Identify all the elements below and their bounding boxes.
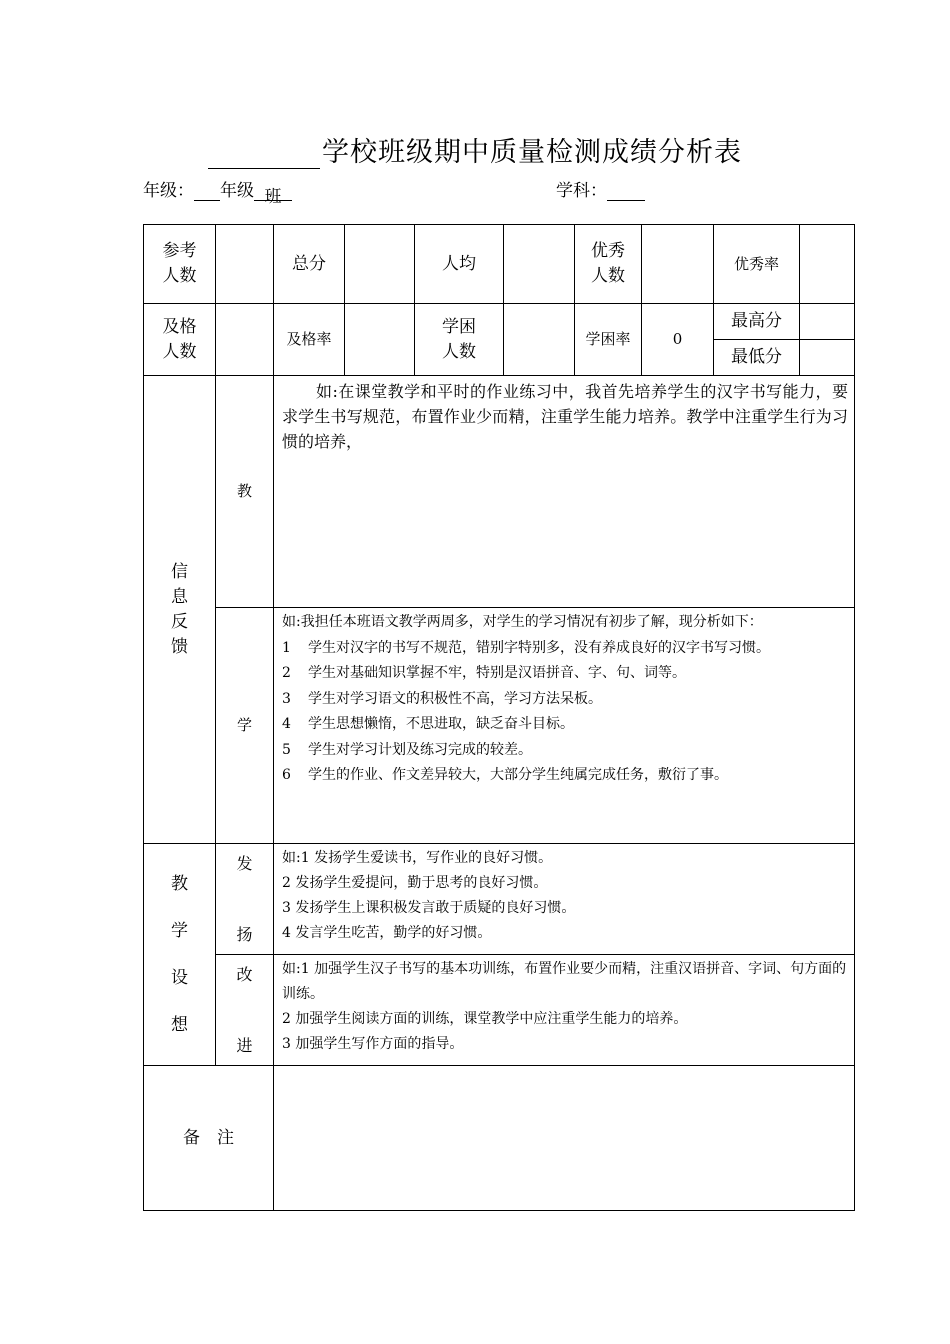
average-label: 人均: [415, 225, 504, 304]
learn-feedback-list: [274, 608, 854, 789]
class-field[interactable]: 班: [254, 182, 292, 201]
school-name-blank: [208, 140, 320, 169]
subject-label: 学科：: [556, 181, 607, 201]
teach-label: 教: [216, 376, 274, 608]
struggling-count-value[interactable]: [504, 304, 575, 376]
total-value[interactable]: [345, 225, 415, 304]
struggling-rate-label: 学困率: [575, 304, 642, 376]
min-score-label: 最低分: [714, 340, 800, 376]
max-score-value[interactable]: [800, 304, 855, 340]
list-item: 如:1 发扬学生爱读书，写作业的良好习惯。: [282, 850, 553, 866]
plan-label: 教 学 设 想: [144, 844, 216, 1066]
pass-rate-label: 及格率: [274, 304, 345, 376]
develop-label: 发 扬: [216, 844, 274, 955]
list-item: 3 学生对学习语文的积极性不高，学习方法呆板。: [282, 690, 602, 707]
develop-cell[interactable]: [274, 844, 855, 955]
improve-cell[interactable]: [274, 955, 855, 1066]
excellent-count-label: 优秀人数: [575, 225, 642, 304]
remarks-cell[interactable]: [274, 1066, 855, 1211]
total-label: 总分: [274, 225, 345, 304]
learn-label: 学: [216, 608, 274, 844]
learn-feedback-cell[interactable]: [274, 608, 855, 844]
feedback-label: 信 息 反 馈: [144, 376, 216, 844]
list-item: 5 学生对学习计划及练习完成的较差。: [282, 741, 532, 758]
list-item: 4 学生思想懒惰，不思进取，缺乏奋斗目标。: [282, 716, 574, 732]
list-item: 2 加强学生阅读方面的训练，课堂教学中应注重学生能力的培养。: [282, 1011, 688, 1027]
max-score-label: 最高分: [714, 304, 800, 340]
remarks-label: 备 注: [144, 1066, 274, 1211]
improve-label: 改 进: [216, 955, 274, 1066]
grade-line: [143, 176, 292, 207]
excellent-count-value[interactable]: [642, 225, 714, 304]
struggling-rate-value[interactable]: 0: [642, 304, 714, 376]
page-title: [0, 130, 950, 169]
grade-blank[interactable]: [194, 182, 220, 201]
participants-value[interactable]: [216, 225, 274, 304]
list-item: 1 学生对汉字的书写不规范，错别字特别多，没有养成良好的汉字书写习惯。: [282, 639, 770, 656]
analysis-table: [143, 224, 855, 1211]
teach-feedback-text: 如:在课堂教学和平时的作业练习中，我首先培养学生的汉字书写能力，要求学生书写规范，布置作业少而精，注重学生能力培养。教学中注重学生行为习惯的培养，: [282, 382, 848, 451]
list-item: 3 发扬学生上课积极发言敢于质疑的良好习惯。: [282, 900, 576, 916]
grade-label: 年级：: [143, 181, 194, 201]
participants-label: 参考人数: [144, 225, 216, 304]
pass-count-label: 及格人数: [144, 304, 216, 376]
excellent-rate-value[interactable]: [800, 225, 855, 304]
title-text: 学校班级期中质量检测成绩分析表: [322, 137, 742, 168]
develop-list: [274, 844, 854, 946]
learn-intro: 如:我担任本班语文教学两周多，对学生的学习情况有初步了解，现分析如下：: [282, 614, 763, 630]
struggling-count-label: 学困人数: [415, 304, 504, 376]
excellent-rate-label: 优秀率: [714, 225, 800, 304]
list-item: 4 发言学生吃苦，勤学的好习惯。: [282, 925, 492, 941]
list-item: 如:1 加强学生汉子书写的基本功训练，布置作业要少而精，注重汉语拼音、字词、句方面的训练。: [282, 961, 847, 1002]
list-item: 2 学生对基础知识掌握不牢，特别是汉语拼音、字、句、词等。: [282, 665, 686, 681]
min-score-value[interactable]: [800, 340, 855, 376]
subject-blank[interactable]: [607, 182, 645, 201]
improve-list: [274, 955, 854, 1057]
average-value[interactable]: [504, 225, 575, 304]
subject-line: [556, 176, 645, 201]
pass-rate-value[interactable]: [345, 304, 415, 376]
list-item: 3 加强学生写作方面的指导。: [282, 1036, 464, 1052]
list-item: 2 发扬学生爱提问，勤于思考的良好习惯。: [282, 875, 548, 891]
pass-count-value[interactable]: [216, 304, 274, 376]
teach-feedback-cell[interactable]: [274, 376, 855, 608]
grade-suffix: 年级: [220, 181, 254, 201]
list-item: 6 学生的作业、作文差异较大，大部分学生纯属完成任务，敷衍了事。: [282, 767, 728, 783]
